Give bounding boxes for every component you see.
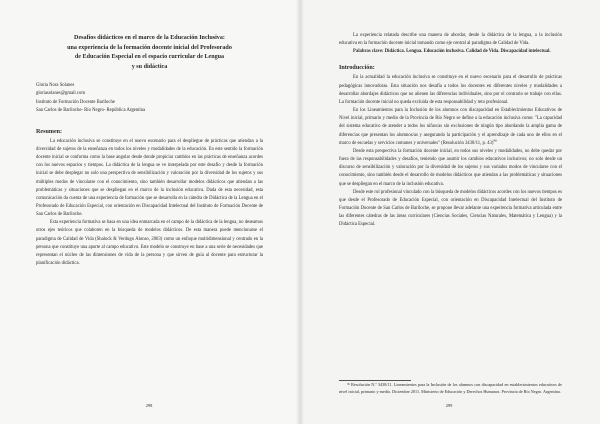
intro-summary-paragraph: La experiencia relatada describe una manera de abordar, desde la didáctica de la lengua, a la inclusión educativa en la formación docente inicial tomando como eje central al paradigma de Calidad de Vida.	[339, 33, 562, 47]
intro-paragraph-2	[339, 107, 562, 148]
keywords-value: Didáctica. Lengua. Educación inclusiva. Calidad de Vida. Discapacidad intelectual.	[384, 49, 551, 55]
resumen-paragraph-2: Esta experiencia formativa se basa en una idea enmarcada en el campo de la didáctica de la lengua, no deseamos otros ejes teóricos que colaboren en la búsqueda de modelos didácticos. De esta manera puede mencionarse el paradigma de Calidad de Vida (Shalock & Verdugo Alonso, 2003) como un enfoque multidimensional y centrado en la persona que constituye una aporte al campo educativo. Este modelo se construye en base a una serie de necesidades que representan el núcleo de las dimensiones de vida de la persona y que sirven de guía al docente para estructurar la planificación didáctica.	[36, 220, 263, 267]
page-number-right: 299	[445, 403, 453, 408]
resumen-heading: Resumen:	[36, 128, 63, 135]
author-location: San Carlos de Bariloche- Río Negro- República Argentina	[36, 107, 146, 113]
left-page-content	[36, 34, 263, 268]
title-line: de Educación Especial en el espacio curricular de Lengua	[74, 54, 225, 61]
article-title	[36, 34, 263, 72]
intro-paragraph-1: En la actualidad la educación inclusiva se constituye en el nuevo escenario para el desarrollo de prácticas pedagógicas innovadoras. Esta situación nos desafía a todos los docentes en diferentes niveles y modalidades a desarrollar abordajes didácticos que no alienen las diferencias individuales, sino por el contrario se trabaje con ellas. La formación docente inicial no queda excluida de esta responsabilidad y reto profesional.	[339, 75, 562, 105]
introduccion-heading: Introducción:	[339, 65, 375, 72]
author-institution: Instituto de Formación Docente Bariloche	[36, 99, 115, 105]
title-line: una experiencia de la formación docente inicial del Profesorado	[67, 44, 232, 51]
intro-paragraph-4: Desde este rol profesional vinculado con la búsqueda de modelos didácticos acordes con los nuevos tiempos es que desde el Profesorado de Educación Especial, con orientación en Discapacidad Intelectual del Instituto de Formación Docente de San Carlos de Bariloche, se propone llevar adelante una experiencia formativa articulada entre las diferentes cátedras de las áreas curriculares (Ciencias Sociales, Ciencias Naturales, Matemática y Lengua) y la Didáctica Especial.	[339, 189, 562, 228]
keywords-label: Palabras clave:	[353, 49, 384, 55]
title-line: Desafíos didácticos en el marco de la Educación Inclusiva:	[74, 35, 225, 41]
title-line: y su didáctica	[131, 63, 168, 70]
right-page-content	[339, 32, 562, 229]
book-gutter	[296, 0, 304, 424]
intro-paragraph-3: Desde esta perspectiva la formación docente inicial, en todos sus niveles y modalidades, no debe quedar por fuera de las responsabilidades y desafíos, teniendo que asumir los cambios educativos inclusivos; no solo desde un discurso de sensibilización y valoración por la diversidad de los sujetos y sus variados modos de vincularse con el conocimiento, sino también desde el desarrollo de modelos didácticos que atiendan a las problemáticas y situaciones que se despliegan en el marco de la inclusión educativa.	[339, 148, 562, 187]
page-number-left: 298	[145, 403, 153, 408]
resumen-paragraph-1: La educación inclusiva se constituye en el nuevo escenario para el despliegue de prácticas que atiendan a la diversidad de sujetos de la enseñanza en todos los niveles y modalidades de la educación. En este sentido la formación docente inicial se conforma como la base angular desde donde propiciar cambios en las prácticas de enseñanza acordes con los nuevos espacios y tiempos. La didáctica de la lengua se ve interpelada por este desafío y desde la formación inicial se debe desplegar no solo una perspectiva de sensibilización y valoración por la diversidad de los sujetos y sus múltiples modos de vincularse con el conocimiento, sino también desarrollar modelos didácticos que atiendan a las problemáticas y situaciones que se despliegan en el marco de la inclusión educativa. Dada de esta necesidad, esta comunicación da cuenta de una experiencia de formación que se desarrolla en la cátedra de Didáctica de la Lengua en el Profesorado de Educación Especial, con orientación en Discapacidad Intelectual del Instituto de Formación Docente de San Carlos de Bariloche.	[36, 138, 263, 218]
footnote-ref: 96	[493, 138, 497, 143]
footnote: ⁹⁶ Resolución N.º 3438/11. Lineamientos para la Inclusión de los alumnos con discapacidad en establecimientos educativos de nivel inicial, primario y medio. Diciembre 2011. Ministerio de Educación y Derechos Humanos. Provincia de Río Negro. Argentina.	[339, 382, 562, 394]
author-email: gloriasolanes@gmail.com	[36, 91, 85, 97]
intro-paragraph-2-text: En los Lineamientos para la Inclusión de los alumnos con discapacidad en Establecimientos Educativos de Nivel inicial, primario y medio de la Provincia de Río Negro se define a la educación inclusiva como: "La capacidad del sistema educativo de atender a todos los niños/as sin exclusiones de ningún tipo abordando la amplia gama de diferencias que presentan los alumnos/as y asegurando la participación y el aprendizaje de cada uno de ellos en el marco de escuelas y servicios comunes y universales" (Resolución 3438/11, p. 43)	[339, 108, 562, 146]
author-name: Gloria Nora Solanes	[36, 83, 75, 89]
footnote-divider	[339, 380, 411, 381]
keywords	[339, 48, 562, 56]
